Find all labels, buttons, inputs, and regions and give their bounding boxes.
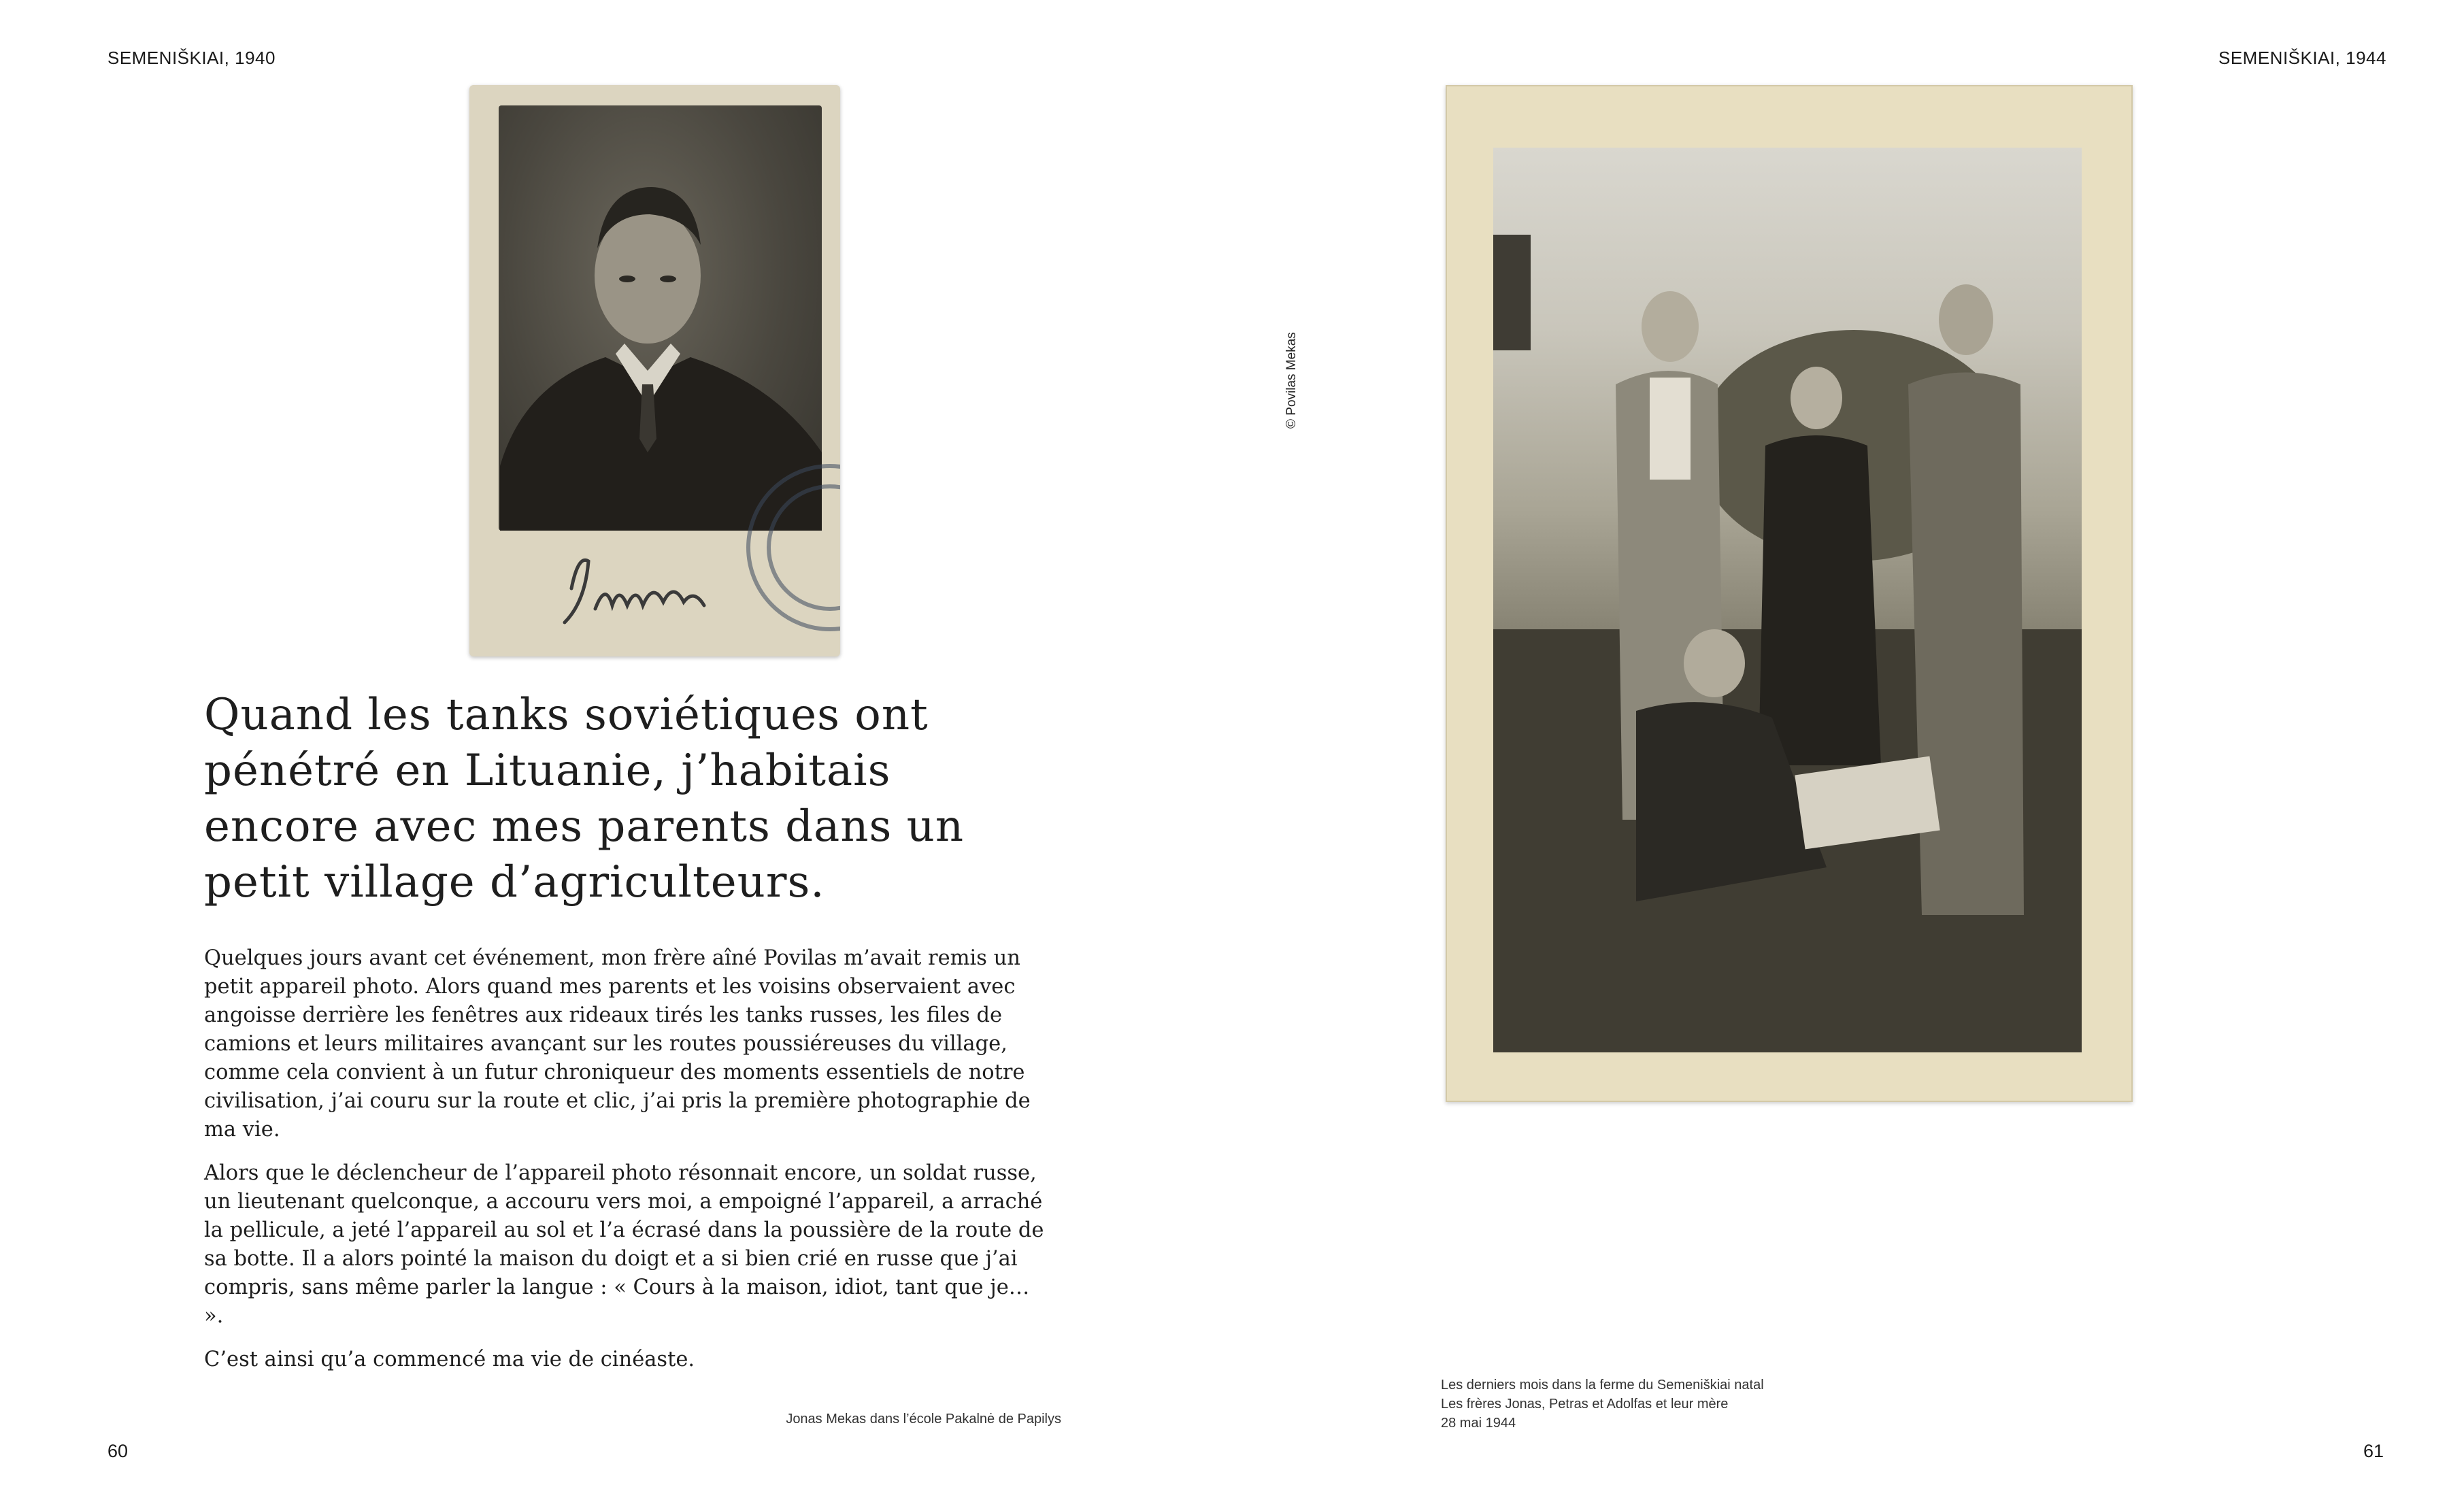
group-photo [1446, 85, 2133, 1102]
headline: Quand les tanks soviétiques ont pénétré en Lituanie, j’habitais encore avec mes parents dans un petit village d’agriculteurs. [204, 690, 965, 907]
page-number-right: 61 [2363, 1441, 2384, 1461]
caption-right [1441, 1376, 1876, 1433]
paragraph-3: C’est ainsi qu’a commencé ma vie de cinéaste. [204, 1348, 695, 1371]
photo-credit: © Povilas Mekas [1284, 332, 1299, 429]
caption-left: Jonas Mekas dans l’école Pakalnė de Papilys [786, 1412, 1061, 1427]
group-photo-illustration [1446, 85, 2133, 1102]
running-head-left: SEMENIŠKIAI, 1940 [107, 48, 276, 68]
paragraph-1: Quelques jours avant cet événement, mon frère aîné Povilas m’avait remis un petit appareil photo. Alors quand mes parents et les voisins observaient avec angoisse derrière les fenêtres aux rideaux tirés les tanks russes, les files de camions et leurs militaires avançant sur les routes poussiéreuses du village, comme cela convient à un futur chroniqueur des moments essentiels de notre civilisation, j’ai couru sur la route et clic, j’ai pris la première photographie de ma vie. [204, 946, 1031, 1141]
caption-right-line-3: 28 mai 1944 [1441, 1416, 1516, 1431]
portrait-illustration [469, 85, 840, 656]
running-head-right: SEMENIŠKIAI, 1944 [2218, 48, 2386, 68]
paragraph-2: Alors que le déclencheur de l’appareil photo résonnait encore, un soldat russe, un lieutenant quelconque, a accouru vers moi, a empoigné l’appareil, a arraché la pellicule, a jeté l’appareil au sol et l’a écrasé dans la poussière de la route de sa botte. Il a alors pointé la maison du doigt et a si bien crié en russe que j’ai compris, sans même parler la langue : « Cours à la maison, idiot, tant que je… ». [204, 1161, 1044, 1328]
portrait-photo [469, 85, 840, 656]
right-page [1232, 0, 2464, 1500]
body-text [204, 944, 1051, 1389]
caption-right-line-1: Les derniers mois dans la ferme du Semeniškiai natal [1441, 1378, 1764, 1393]
caption-right-line-2: Les frères Jonas, Petras et Adolfas et leur mère [1441, 1397, 1729, 1412]
page-number-left: 60 [107, 1441, 129, 1461]
